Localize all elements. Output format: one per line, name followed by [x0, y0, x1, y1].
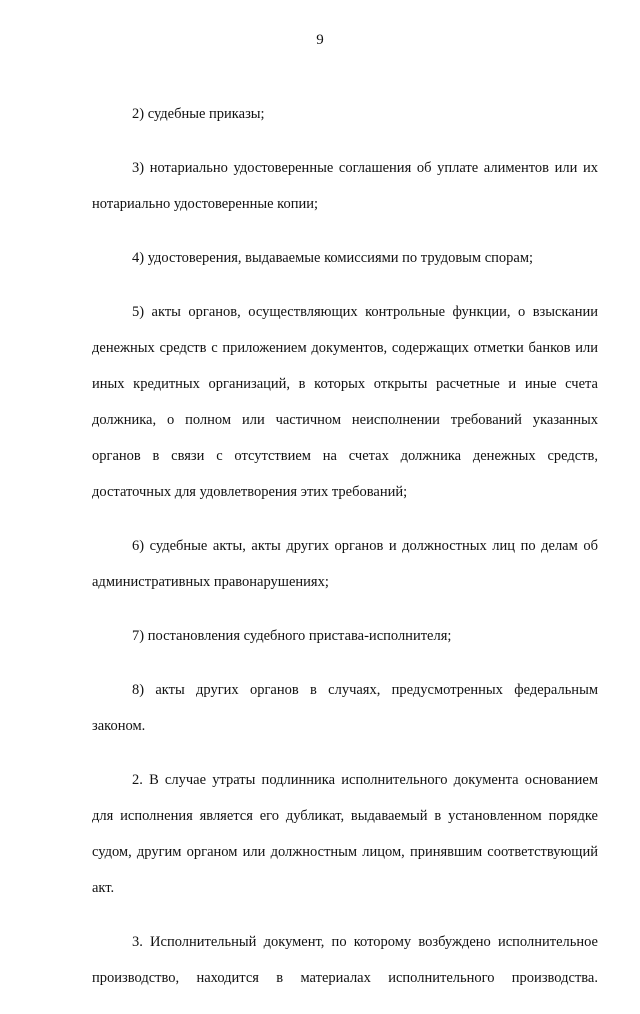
- list-item-notarial-agreements: 3) нотариально удостоверенные соглашения об уплате алиментов или их нотариально удостоверенные копии;: [92, 160, 598, 212]
- list-item-court-orders: 2) судебные приказы;: [132, 106, 265, 122]
- list-item-bailiff-resolutions: 7) постановления судебного пристава-исполнителя;: [132, 628, 452, 644]
- paragraph-execution-document: 3. Исполнительный документ, по которому возбуждено исполнительное производство, находится в материалах исполнительного производства.: [92, 934, 598, 986]
- paragraph-duplicate: 2. В случае утраты подлинника исполнительного документа основанием для исполнения является его дубликат, выдаваемый в установленном порядке судом, другим органом или должностным лицом, принявшим соответствующий акт.: [92, 772, 598, 896]
- page-number: 9: [316, 32, 324, 48]
- list-item-control-bodies-acts: 5) акты органов, осуществляющих контрольные функции, о взыскании денежных средств с приложением документов, содержащих отметки банков или иных кредитных организаций, в которых открыты расчетные и иные счета должника, о полном или частичном неисполнении требований указанных органов в связи с отсутствием на счетах должника денежных средств, достаточных для удовлетворения этих требований;: [92, 304, 598, 500]
- list-item-other-bodies-acts: 8) акты других органов в случаях, предусмотренных федеральным законом.: [92, 682, 598, 734]
- list-item-labor-commission-certificates: 4) удостоверения, выдаваемые комиссиями по трудовым спорам;: [132, 250, 534, 266]
- list-item-court-acts: 6) судебные акты, акты других органов и должностных лиц по делам об административных правонарушениях;: [92, 538, 598, 590]
- document-body: [92, 96, 598, 1014]
